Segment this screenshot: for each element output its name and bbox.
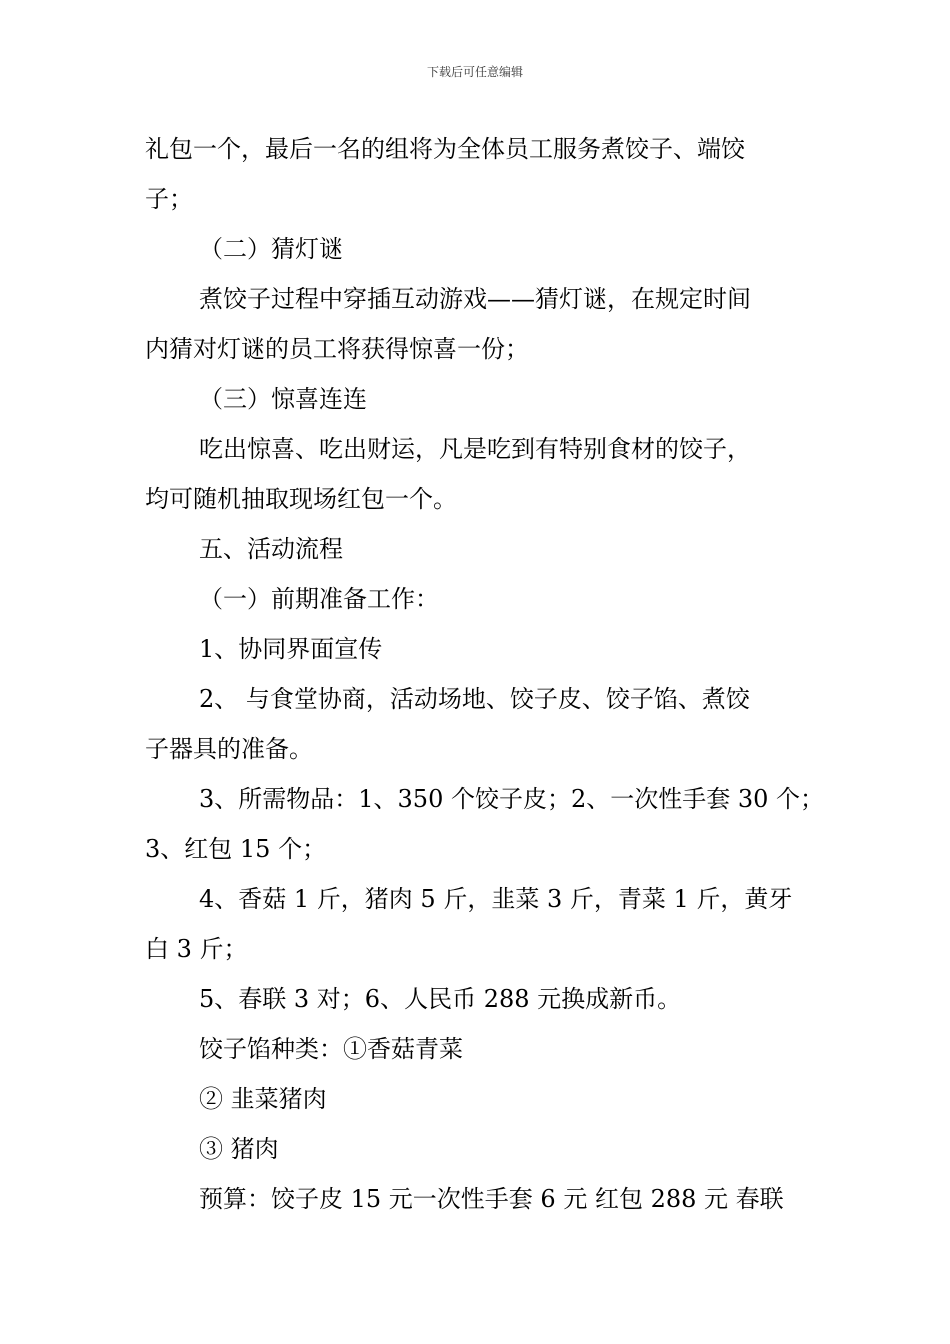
list-item: 3、所需物品：1、350 个饺子皮；2、一次性手套 30 个；	[199, 785, 825, 813]
paragraph-line: 预算：饺子皮 15 元一次性手套 6 元 红包 288 元 春联	[199, 1185, 784, 1213]
section-heading: 五、活动流程	[199, 535, 343, 563]
list-item: 1、协同界面宣传	[199, 635, 383, 663]
paragraph-line: 均可随机抽取现场红包一个。	[145, 485, 457, 513]
list-item: ② 韭菜猪肉	[199, 1085, 327, 1113]
list-item: 2、 与食堂协商，活动场地、饺子皮、饺子馅、煮饺	[199, 685, 750, 713]
paragraph-line: 礼包一个，最后一名的组将为全体员工服务煮饺子、端饺	[145, 135, 745, 163]
section-heading: （一）前期准备工作：	[199, 585, 439, 613]
paragraph-line: 白 3 斤；	[145, 935, 248, 963]
paragraph-line: 内猜对灯谜的员工将获得惊喜一份；	[145, 335, 529, 363]
list-item: 4、香菇 1 斤，猪肉 5 斤，韭菜 3 斤，青菜 1 斤，黄牙	[199, 885, 793, 913]
paragraph-line: 子；	[145, 185, 193, 213]
page-header: 下载后可任意编辑	[426, 65, 523, 79]
paragraph-line: 3、红包 15 个；	[145, 835, 327, 863]
section-heading: （三）惊喜连连	[199, 385, 367, 413]
list-item: ③ 猪肉	[199, 1135, 279, 1163]
list-item: 5、春联 3 对；6、人民币 288 元换成新币。	[199, 985, 682, 1013]
list-item: 饺子馅种类：①香菇青菜	[199, 1035, 463, 1063]
paragraph-line: 子器具的准备。	[145, 735, 313, 763]
paragraph-line: 吃出惊喜、吃出财运，凡是吃到有特别食材的饺子，	[199, 435, 751, 463]
section-heading: （二）猜灯谜	[199, 235, 343, 263]
paragraph-line: 煮饺子过程中穿插互动游戏——猜灯谜，在规定时间	[199, 285, 751, 313]
